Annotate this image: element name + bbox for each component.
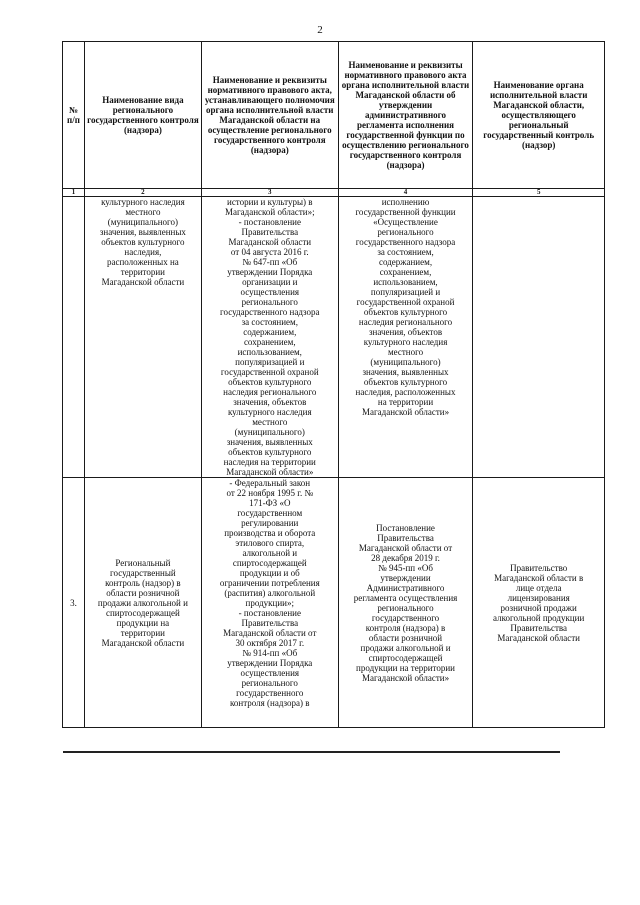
column-number: 2 [84,189,201,197]
control-kind-cell: Региональный государственный контроль (надзор) в области розничной продажи алкогольной и спиртосодержащей продукции на территории Магаданской области [84,478,201,728]
column-number: 4 [338,189,473,197]
header-control-kind: Наименование вида регионального государственного контроля (надзора) [84,42,201,189]
table-row [63,478,605,728]
column-number: 3 [201,189,338,197]
table-row [63,197,605,478]
header-number: № п/п [63,42,85,189]
authorizing-act-cell: истории и культуры) в Магаданской области»; - постановление Правительства Магаданской области от 04 августа 2016 г. № 647-пп «Об утверждении Порядка организации и осуществления регионального государственного надзора за состоянием, содержанием, сохранением, использованием, популяризацией и государственной охраной объектов культурного наследия регионального значения, объектов культурного наследия местного (муниципального) значения, выявленных объектов культурного наследия на территории Магаданской области» [201,197,338,478]
table-header-row [63,42,605,189]
header-regulation-act: Наименование и реквизиты нормативного правового акта органа исполнительной власти Магаданской области об утверждении административного регламента исполнения государственной функции по осуществлению регионального государственного контроля (надзора) [338,42,473,189]
header-executive-authority: Наименование органа исполнительной власти Магаданской области, осуществляющего региональный государственный контроль (надзор) [473,42,605,189]
regulation-table [62,41,605,728]
authority-cell [473,197,605,478]
column-number: 1 [63,189,85,197]
column-number: 5 [473,189,605,197]
footer-rule [63,751,560,753]
page-number: 2 [317,24,323,36]
header-authorizing-act: Наименование и реквизиты нормативного правового акта, устанавливающего полномочия органа исполнительной власти Магаданской области на осуществление регионального государственного контроля (надзора) [201,42,338,189]
authorizing-act-cell: - Федеральный закон от 22 ноября 1995 г. № 171-ФЗ «О государственном регулировании производства и оборота этилового спирта, алкогольной и спиртосодержащей продукции и об ограничении потребления (распития) алкогольной продукции»; - постановление Правительства Магаданской области от 30 октября 2017 г. № 914-пп «Об утверждении Порядка осуществления регионального государственного контроля (надзора) в [201,478,338,728]
control-kind-cell: культурного наследия местного (муниципального) значения, выявленных объектов культурного наследия, расположенных на территории Магаданской области [84,197,201,478]
authority-cell: Правительство Магаданской области в лице отдела лицензирования розничной продажи алкогольной продукции Правительства Магаданской области [473,478,605,728]
regulation-act-cell: Постановление Правительства Магаданской области от 28 декабря 2019 г. № 945-пп «Об утверждении Административного регламента осуществления регионального государственного контроля (надзора) в области розничной продажи алкогольной и спиртосодержащей продукции на территории Магаданской области» [338,478,473,728]
row-number [63,197,85,478]
column-number-row [63,189,605,197]
row-number: 3. [63,478,85,728]
regulation-act-cell: исполнению государственной функции «Осуществление регионального государственного надзора за состоянием, содержанием, сохранением, использованием, популяризацией и государственной охраной объектов культурного наследия регионального значения, объектов культурного наследия местного (муниципального) значения, выявленных объектов культурного наследия, расположенных на территории Магаданской области» [338,197,473,478]
